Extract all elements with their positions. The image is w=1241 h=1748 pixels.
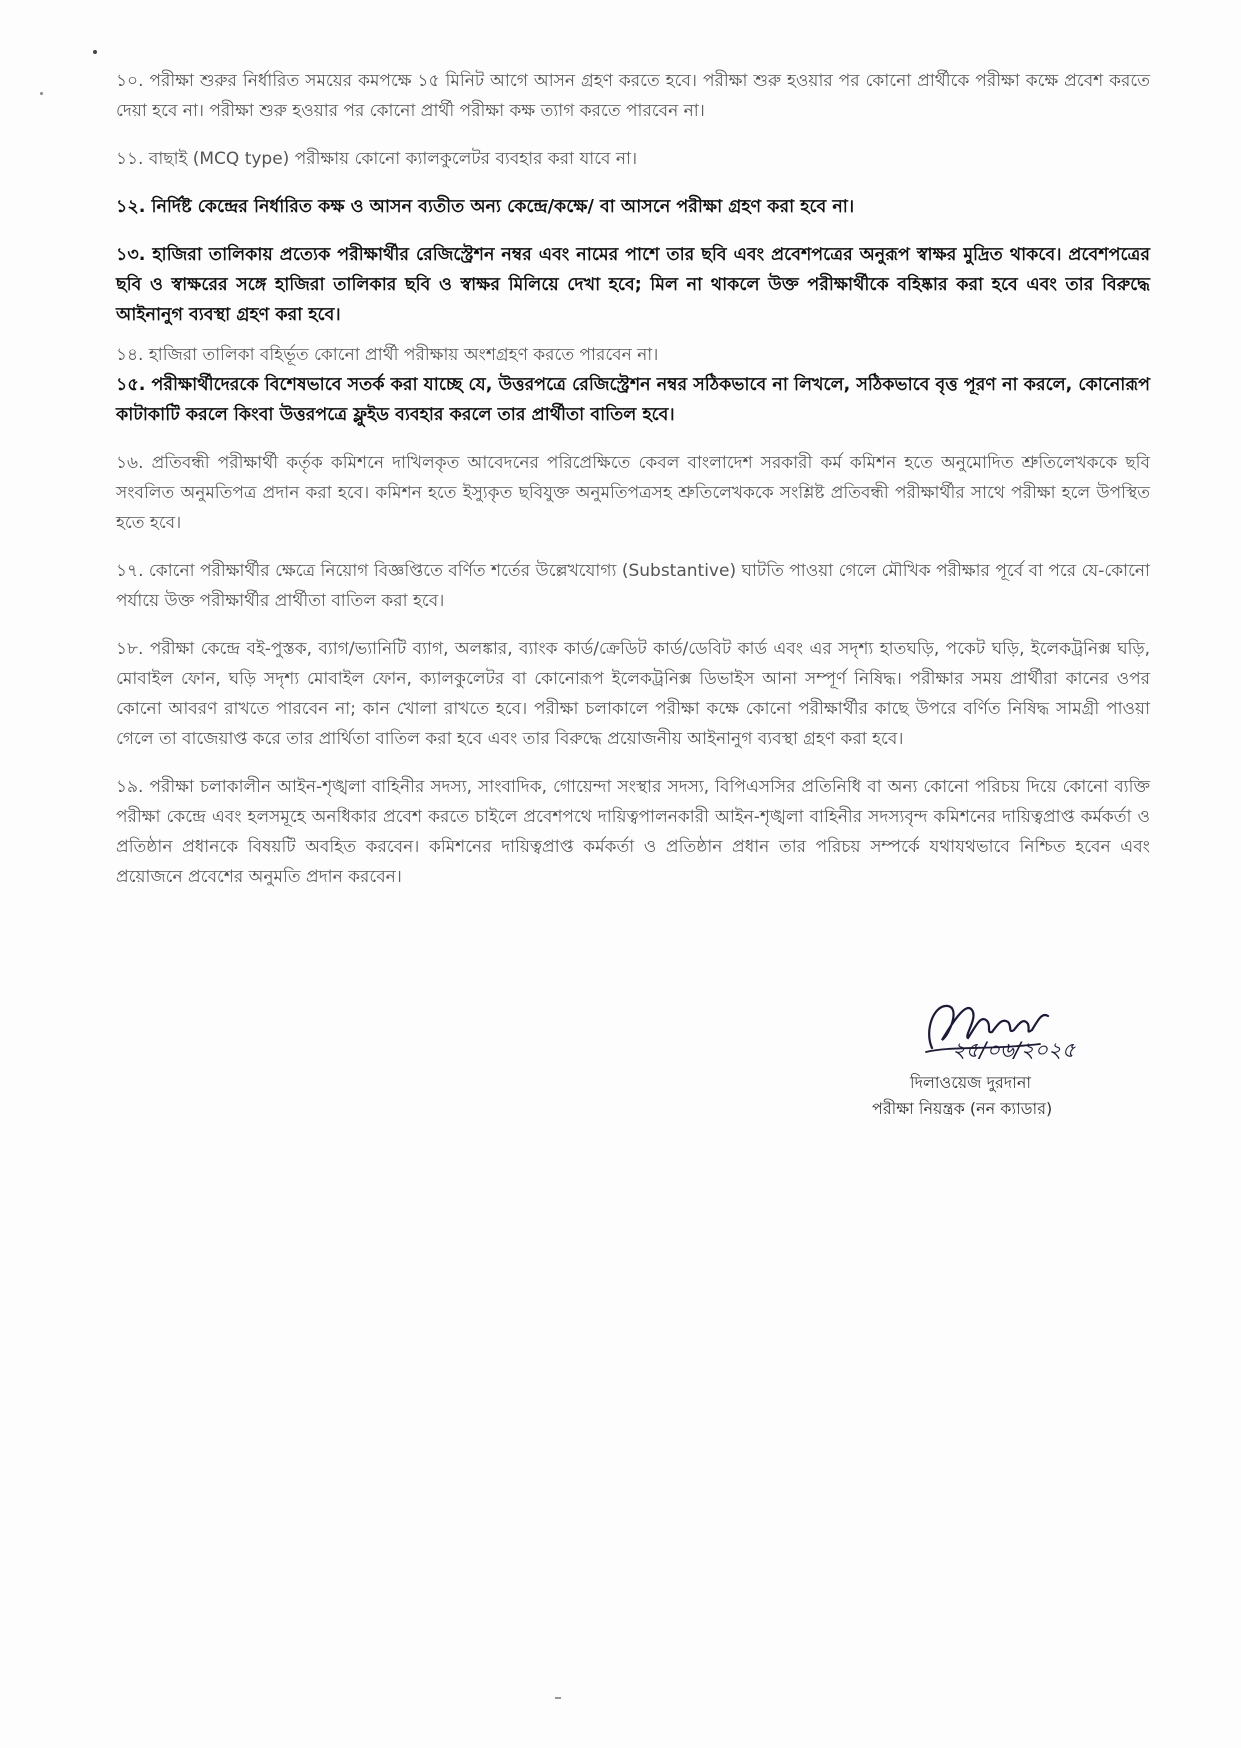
scan-speck [93,50,97,54]
scan-mark [555,1697,561,1699]
signer-name: দিলাওয়েজ দুরদানা [910,1073,1032,1092]
rule-13: ১৩. হাজিরা তালিকায় প্রত্যেক পরীক্ষার্থীর রেজিস্ট্রেশন নম্বর এবং নামের পাশে তার ছবি এবং প্রবেশপত্রের অনুরূপ স্বাক্ষর মুদ্রিত থাকবে। প্রবেশপত্রের ছবি ও স্বাক্ষরের সঙ্গে হাজিরা তালিকার ছবি ও স্বাক্ষর মিলিয়ে দেখা হবে; মিল না থাকলে উক্ত পরীক্ষার্থীকে বহিষ্কার করা হবে এবং তার বিরুদ্ধে আইনানুগ ব্যবস্থা গ্রহণ করা হবে। [116,245,1150,325]
signature-block [860,990,1120,1120]
signature-date: ২৫/০৬/২০২৫ [952,1038,1076,1062]
scan-speck [40,92,43,95]
signer-title: পরীক্ষা নিয়ন্ত্রক (নন ক্যাডার) [872,1099,1053,1118]
rule-16: ১৬. প্রতিবন্ধী পরীক্ষার্থী কর্তৃক কমিশনে দাখিলকৃত আবেদনের পরিপ্রেক্ষিতে কেবল বাংলাদেশ সরকারী কর্ম কমিশন হতে অনুমোদিত শ্রুতিলেখককে ছবি সংবলিত অনুমতিপত্র প্রদান করা হবে। কমিশন হতে ইস্যুকৃত ছবিযুক্ত অনুমতিপত্রসহ শ্রুতিলেখককে সংশ্লিষ্ট প্রতিবন্ধী পরীক্ষার্থীর সাথে পরীক্ষা হলে উপস্থিত হতে হবে। [116,453,1150,533]
rule-19: ১৯. পরীক্ষা চলাকালীন আইন-শৃঙ্খলা বাহিনীর সদস্য, সাংবাদিক, গোয়েন্দা সংস্থার সদস্য, বিপিএসসির প্রতিনিধি বা অন্য কোনো পরিচয় দিয়ে কোনো ব্যক্তি পরীক্ষা কেন্দ্রে এবং হলসমূহে অনধিকার প্রবেশ করতে চাইলে প্রবেশপথে দায়িত্বপালনকারী আইন-শৃঙ্খলা বাহিনীর সদস্যবৃন্দ কমিশনের দায়িত্বপ্রাপ্ত কর্মকর্তা ও প্রতিষ্ঠান প্রধানকে বিষয়টি অবহিত করবেন। কমিশনের দায়িত্বপ্রাপ্ত কর্মকর্তা ও প্রতিষ্ঠান প্রধান তার পরিচয় সম্পর্কে যথাযথভাবে নিশ্চিত হবেন এবং প্রয়োজনে প্রবেশের অনুমতি প্রদান করবেন। [116,777,1150,887]
rule-15: ১৫. পরীক্ষার্থীদেরকে বিশেষভাবে সতর্ক করা যাচ্ছে যে, উত্তরপত্রে রেজিস্ট্রেশন নম্বর সঠিকভাবে না লিখলে, সঠিকভাবে বৃত্ত পূরণ না করলে, কোনোরূপ কাটাকাটি করলে কিংবা উত্তরপত্রে ফ্লুইড ব্যবহার করলে তার প্রার্থীতা বাতিল হবে। [116,375,1150,425]
rules-list [116,66,1150,910]
rule-14: ১৪. হাজিরা তালিকা বহির্ভূত কোনো প্রার্থী পরীক্ষায় অংশগ্রহণ করতে পারবেন না। [116,345,659,365]
rule-18: ১৮. পরীক্ষা কেন্দ্রে বই-পুস্তক, ব্যাগ/ভ্যানিটি ব্যাগ, অলঙ্কার, ব্যাংক কার্ড/ক্রেডিট কার্ড/ডেবিট কার্ড এবং এর সদৃশ্য হাতঘড়ি, পকেট ঘড়ি, ইলেকট্রনিক্স ঘড়ি, মোবাইল ফোন, ঘড়ি সদৃশ্য মোবাইল ফোন, ক্যালকুলেটর বা কোনোরূপ ইলেকট্রনিক্স ডিভাইস আনা সম্পূর্ণ নিষিদ্ধ। পরীক্ষার সময় প্রার্থীরা কানের ওপর কোনো আবরণ রাখতে পারবেন না; কান খোলা রাখতে হবে। পরীক্ষা চলাকালে পরীক্ষা কক্ষে কোনো পরীক্ষার্থীর কাছে উপরে বর্ণিত নিষিদ্ধ সামগ্রী পাওয়া গেলে তা বাজেয়াপ্ত করে তার প্রার্থিতা বাতিল করা হবে এবং তার বিরুদ্ধে প্রয়োজনীয় আইনানুগ ব্যবস্থা গ্রহণ করা হবে। [116,639,1150,749]
rule-17: ১৭. কোনো পরীক্ষার্থীর ক্ষেত্রে নিয়োগ বিজ্ঞপ্তিতে বর্ণিত শর্তের উল্লেখযোগ্য (Substantive) ঘাটতি পাওয়া গেলে মৌখিক পরীক্ষার পূর্বে বা পরে যে-কোনো পর্যায়ে উক্ত পরীক্ষার্থীর প্রার্থীতা বাতিল করা হবে। [116,561,1150,611]
rule-12: ১২. নির্দিষ্ট কেন্দ্রের নির্ধারিত কক্ষ ও আসন ব্যতীত অন্য কেন্দ্রে/কক্ষে/ বা আসনে পরীক্ষা গ্রহণ করা হবে না। [116,197,855,217]
rule-11: ১১. বাছাই (MCQ type) পরীক্ষায় কোনো ক্যালকুলেটর ব্যবহার করা যাবে না। [116,149,638,169]
rule-10: ১০. পরীক্ষা শুরুর নির্ধারিত সময়ের কমপক্ষে ১৫ মিনিট আগে আসন গ্রহণ করতে হবে। পরীক্ষা শুরু হওয়ার পর কোনো প্রার্থীকে পরীক্ষা কক্ষে প্রবেশ করতে দেয়া হবে না। পরীক্ষা শুরু হওয়ার পর কোনো প্রার্থী পরীক্ষা কক্ষ ত্যাগ করতে পারবেন না। [116,71,1150,121]
